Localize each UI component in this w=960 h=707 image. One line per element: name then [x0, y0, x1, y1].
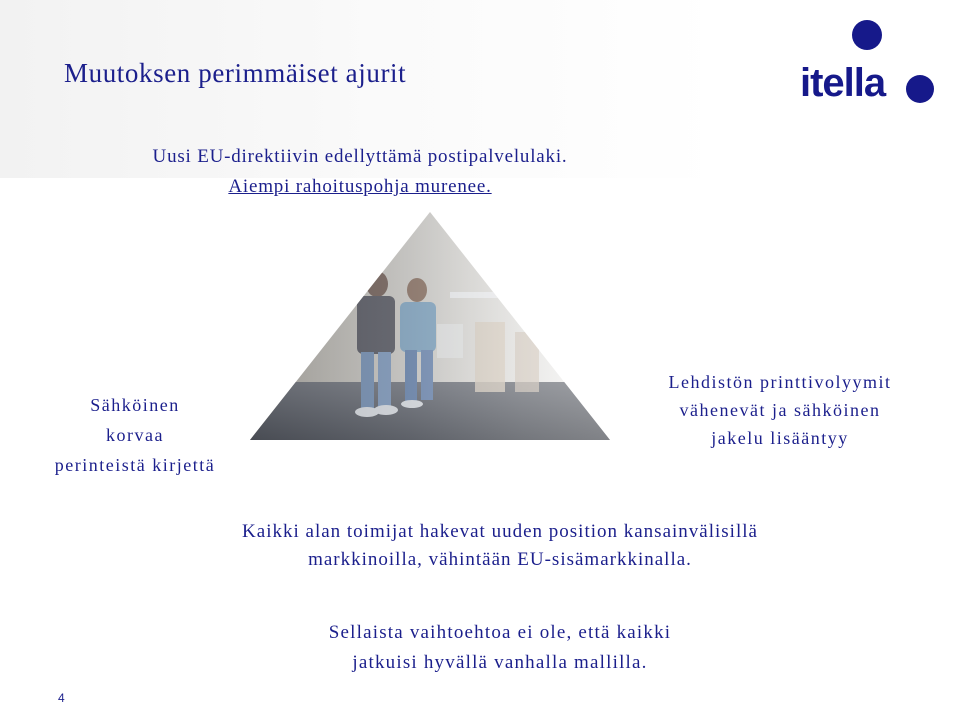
logo-wordmark: itella: [800, 61, 886, 105]
eu-line-2: Aiempi rahoituspohja murenee.: [228, 176, 492, 197]
right-label-line-3: jakelu lisääntyy: [711, 428, 849, 448]
left-label-line-2: korvaa: [106, 425, 164, 445]
page-number: 4: [58, 691, 65, 705]
right-label: [630, 368, 930, 452]
logo-dot-icon: [852, 20, 882, 50]
market-line-2: markkinoilla, vähintään EU-sisämarkkinalla.: [308, 549, 692, 570]
market-position-text: [140, 518, 860, 574]
conclusion-line-2: jatkuisi hyvällä vanhalla mallilla.: [352, 652, 648, 673]
slide-title: Muutoksen perimmäiset ajurit: [64, 58, 407, 88]
right-label-line-2: vähenevät ja sähköinen: [679, 400, 881, 420]
right-label-line-1: Lehdistön printtivolyymit: [668, 372, 892, 392]
logo-dot-icon: [906, 75, 934, 103]
left-label-line-3: perinteistä kirjettä: [54, 455, 216, 475]
pyramid-photo: [245, 212, 615, 440]
itella-logo: [798, 18, 943, 110]
eu-directive-text: [150, 142, 570, 202]
conclusion-line-1: Sellaista vaihtoehtoa ei ole, että kaikki: [328, 622, 672, 643]
conclusion-text: [200, 618, 800, 678]
eu-line-1: Uusi EU-direktiivin edellyttämä postipalvelulaki.: [152, 146, 568, 167]
left-label: [20, 390, 250, 480]
left-label-line-1: Sähköinen: [90, 395, 180, 415]
market-line-1: Kaikki alan toimijat hakevat uuden position kansainvälisillä: [242, 521, 758, 542]
